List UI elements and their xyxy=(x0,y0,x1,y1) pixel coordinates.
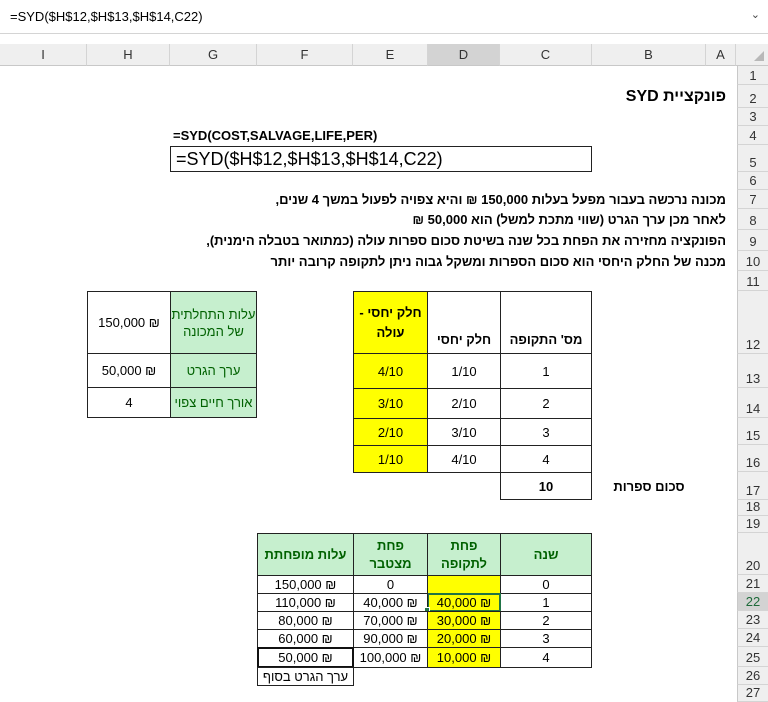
row-header[interactable]: 24 xyxy=(737,629,768,647)
column-header-e[interactable]: E xyxy=(353,44,428,66)
row-header[interactable]: 8 xyxy=(737,209,768,230)
row-header[interactable]: 15 xyxy=(737,418,768,445)
ratio-header-ratio[interactable]: חלק יחסי xyxy=(427,291,501,354)
dep-cell-year[interactable]: 1 xyxy=(500,593,592,612)
row-header[interactable]: 20 xyxy=(737,533,768,575)
ratio-cell-ascending[interactable]: 4/10 xyxy=(353,353,428,389)
ratio-cell-ascending[interactable]: 2/10 xyxy=(353,418,428,446)
dep-cell-period[interactable] xyxy=(427,575,501,594)
row-header[interactable]: 10 xyxy=(737,251,768,271)
sheet-title[interactable]: פונקציית SYD xyxy=(625,88,726,105)
ratio-cell-period[interactable]: 3 xyxy=(500,418,592,446)
dep-cell-book-value[interactable]: ₪ 150,000 xyxy=(257,575,354,594)
row-header[interactable]: 1 xyxy=(737,66,768,85)
dep-cell-year[interactable]: 0 xyxy=(500,575,592,594)
description-line[interactable]: הפונקציה מחזירה את הפחת בכל שנה בשיטת סכום ספרות עולה (כמתואר בטבלה הימנית), xyxy=(206,233,726,248)
dep-cell-book-value-final[interactable]: ₪ 50,000 xyxy=(257,647,354,668)
description-line[interactable]: לאחר מכן ערך הגרט (שווי מתכת למשל) הוא 50,000 ₪ xyxy=(412,212,726,227)
dep-cell-period[interactable]: ₪ 20,000 xyxy=(427,629,501,648)
column-header-c[interactable]: C xyxy=(500,44,592,66)
column-header-g[interactable]: G xyxy=(170,44,257,66)
dep-header-cumulative[interactable]: פחת מצטבר xyxy=(353,533,428,576)
salvage-end-note[interactable]: ערך הגרט בסוף xyxy=(257,667,354,686)
row-header[interactable]: 21 xyxy=(737,575,768,593)
description-line[interactable]: מכונה נרכשה בעבור מפעל בעלות 150,000 ₪ והיא צפויה לפעול במשך 4 שנים, xyxy=(275,192,726,207)
dep-cell-year[interactable]: 2 xyxy=(500,611,592,630)
dep-cell-period[interactable]: ₪ 30,000 xyxy=(427,611,501,630)
row-header[interactable]: 27 xyxy=(737,685,768,702)
row-header[interactable]: 12 xyxy=(737,291,768,354)
column-header-i[interactable]: I xyxy=(0,44,87,66)
row-header[interactable]: 14 xyxy=(737,388,768,418)
row-header[interactable]: 19 xyxy=(737,516,768,533)
row-header[interactable]: 4 xyxy=(737,126,768,145)
chevron-down-icon[interactable]: ⌄ xyxy=(750,9,760,21)
dep-cell-cumulative[interactable]: 0 xyxy=(353,575,428,594)
dep-cell-cumulative[interactable]: ₪ 40,000 xyxy=(353,593,428,612)
row-header[interactable]: 18 xyxy=(737,500,768,516)
row-header[interactable]: 5 xyxy=(737,145,768,172)
row-header[interactable]: 23 xyxy=(737,611,768,629)
row-header[interactable]: 25 xyxy=(737,647,768,667)
formula-bar[interactable] xyxy=(0,0,768,34)
formula-text-box[interactable]: =SYD($H$12,$H$13,$H$14,C22) xyxy=(170,146,592,172)
row-header[interactable]: 9 xyxy=(737,230,768,251)
row-header[interactable]: 13 xyxy=(737,354,768,388)
sum-digits-value[interactable]: 10 xyxy=(500,472,592,500)
column-header-h[interactable]: H xyxy=(87,44,170,66)
ratio-cell-ratio[interactable]: 4/10 xyxy=(427,445,501,473)
formula-bar-text[interactable]: =SYD($H$12,$H$13,$H$14,C22) xyxy=(10,9,203,24)
row-header[interactable]: 2 xyxy=(737,85,768,108)
dep-cell-book-value[interactable]: ₪ 80,000 xyxy=(257,611,354,630)
row-header[interactable]: 16 xyxy=(737,445,768,472)
dep-cell-cumulative[interactable]: ₪ 90,000 xyxy=(353,629,428,648)
ratio-cell-ratio[interactable]: 3/10 xyxy=(427,418,501,446)
input-value-life[interactable]: 4 xyxy=(87,387,171,418)
ratio-cell-ratio[interactable]: 1/10 xyxy=(427,353,501,389)
column-header-a[interactable]: A xyxy=(706,44,736,66)
dep-cell-period-selected[interactable]: ₪ 40,000 xyxy=(427,593,501,612)
ratio-cell-period[interactable]: 1 xyxy=(500,353,592,389)
dep-cell-year[interactable]: 3 xyxy=(500,629,592,648)
dep-cell-year[interactable]: 4 xyxy=(500,647,592,668)
ratio-cell-ratio[interactable]: 2/10 xyxy=(427,388,501,419)
dep-cell-book-value[interactable]: ₪ 60,000 xyxy=(257,629,354,648)
function-syntax[interactable]: =SYD(COST,SALVAGE,LIFE,PER) xyxy=(173,128,378,143)
dep-header-period[interactable]: פחת לתקופה xyxy=(427,533,501,576)
ratio-cell-ascending[interactable]: 3/10 xyxy=(353,388,428,419)
row-header[interactable]: 26 xyxy=(737,667,768,685)
ratio-header-period[interactable]: מס' התקופה xyxy=(500,291,592,354)
row-header[interactable]: 3 xyxy=(737,108,768,126)
row-header[interactable]: 11 xyxy=(737,271,768,291)
input-value-salvage[interactable]: ₪ 50,000 xyxy=(87,353,171,388)
row-header[interactable]: 6 xyxy=(737,172,768,190)
dep-cell-cumulative[interactable]: ₪ 70,000 xyxy=(353,611,428,630)
row-header[interactable]: 7 xyxy=(737,190,768,209)
ratio-cell-period[interactable]: 2 xyxy=(500,388,592,419)
input-label-cost[interactable]: עלות התחלתית של המכונה xyxy=(170,291,257,354)
input-value-cost[interactable]: ₪ 150,000 xyxy=(87,291,171,354)
column-header-d[interactable]: D xyxy=(428,44,500,66)
ratio-cell-ascending[interactable]: 1/10 xyxy=(353,445,428,473)
dep-header-year[interactable]: שנה xyxy=(500,533,592,576)
row-header[interactable]: 17 xyxy=(737,472,768,500)
input-label-life[interactable]: אורך חיים צפוי xyxy=(170,387,257,418)
select-all-corner[interactable] xyxy=(736,44,768,66)
row-header[interactable]: 22 xyxy=(737,593,768,611)
description-line[interactable]: מכנה של החלק היחסי הוא סכום הספרות ומשקל גבוה ניתן לתקופה קרובה יותר xyxy=(270,254,726,269)
column-header-f[interactable]: F xyxy=(257,44,353,66)
select-all-icon xyxy=(754,51,764,61)
dep-header-book-value[interactable]: עלות מופחתת xyxy=(257,533,354,576)
ratio-header-ratio-ascending[interactable]: חלק יחסי - עולה xyxy=(353,291,428,354)
dep-cell-period[interactable]: ₪ 10,000 xyxy=(427,647,501,668)
sum-digits-label[interactable]: סכום ספרות xyxy=(613,478,685,494)
dep-cell-book-value[interactable]: ₪ 110,000 xyxy=(257,593,354,612)
input-label-salvage[interactable]: ערך הגרט xyxy=(170,353,257,388)
ratio-cell-period[interactable]: 4 xyxy=(500,445,592,473)
dep-cell-cumulative[interactable]: ₪ 100,000 xyxy=(353,647,428,668)
column-header-b[interactable]: B xyxy=(592,44,706,66)
